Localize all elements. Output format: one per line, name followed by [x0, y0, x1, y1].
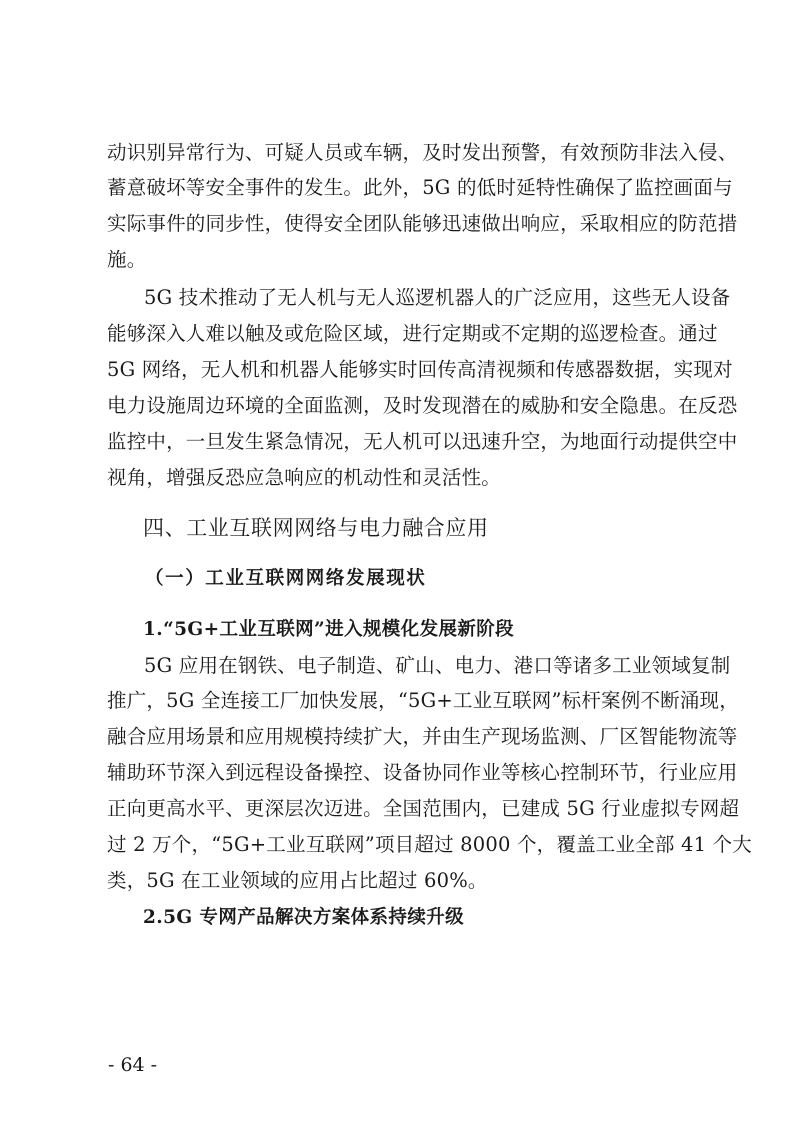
paragraph-line: 正向更高水平、更深层次迈进。全国范围内，已建成 5G 行业虚拟专网超 — [107, 797, 740, 820]
paragraph-line: 视角，增强反恐应急响应的机动性和灵活性。 — [107, 466, 502, 489]
paragraph-line: 实际事件的同步性，使得安全团队能够迅速做出响应，采取相应的防范措 — [107, 212, 738, 235]
paragraph-line: 5G 网络，无人机和机器人能够实时回传高清视频和传感器数据，实现对 — [107, 358, 733, 381]
item-heading: 1.“5G+工业互联网”进入规模化发展新阶段 — [143, 619, 515, 640]
paragraph-line: 推广，5G 全连接工厂加快发展，“5G+工业互联网”标杆案例不断涌现， — [107, 689, 739, 712]
subsection-heading: （一）工业互联网网络发展现状 — [145, 568, 427, 589]
paragraph-line: 5G 应用在钢铁、电子制造、矿山、电力、港口等诸多工业领域复制 — [144, 654, 731, 677]
paragraph-line: 辅助环节深入到远程设备操控、设备协同作业等核心控制环节，行业应用 — [107, 761, 738, 784]
paragraph-line: 过 2 万个，“5G+工业互联网”项目超过 8000 个，覆盖工业全部 41 个大 — [107, 833, 752, 856]
page-number: - 64 - — [108, 1054, 158, 1076]
paragraph-line: 5G 技术推动了无人机与无人巡逻机器人的广泛应用，这些无人设备 — [144, 286, 731, 309]
section-heading: 四、工业互联网网络与电力融合应用 — [143, 516, 489, 540]
paragraph-line: 能够深入人难以触及或危险区域，进行定期或不定期的巡逻检查。通过 — [107, 322, 718, 345]
paragraph-line: 监控中，一旦发生紧急情况，无人机可以迅速升空，为地面行动提供空中 — [107, 430, 738, 453]
paragraph-line: 动识别异常行为、可疑人员或车辆，及时发出预警，有效预防非法入侵、 — [107, 141, 738, 164]
paragraph-line: 类，5G 在工业领域的应用占比超过 60%。 — [107, 869, 488, 892]
paragraph-line: 融合应用场景和应用规模持续扩大，并由生产现场监测、厂区智能物流等 — [107, 725, 738, 748]
item-heading: 2.5G 专网产品解决方案体系持续升级 — [143, 907, 465, 928]
paragraph-line: 蓄意破坏等安全事件的发生。此外，5G 的低时延特性确保了监控画面与 — [107, 176, 733, 199]
paragraph-line: 电力设施周边环境的全面监测，及时发现潜在的威胁和安全隐患。在反恐 — [107, 394, 738, 417]
paragraph-line: 施。 — [107, 248, 147, 271]
